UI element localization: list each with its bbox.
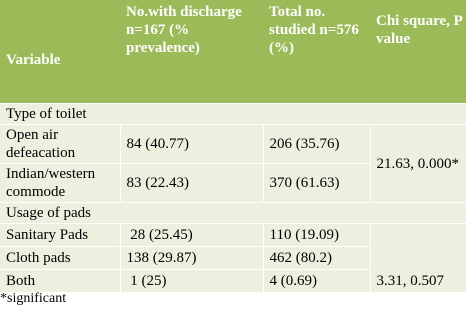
row-total: 4 (0.69) — [263, 270, 370, 293]
chi-value-pads: 3.31, 0.507 — [370, 224, 466, 293]
table-row — [0, 125, 466, 164]
footnote: *significant — [0, 291, 67, 306]
header-row — [0, 0, 466, 104]
header-variable: Variable — [0, 0, 120, 104]
row-total: 462 (80.2) — [263, 247, 370, 270]
row-total: 370 (61.63) — [263, 164, 370, 203]
row-discharge: 28 (25.45) — [120, 224, 263, 247]
row-total: 110 (19.09) — [263, 224, 370, 247]
row-label: Cloth pads — [0, 247, 120, 270]
row-label: Sanitary Pads — [0, 224, 120, 247]
section-row-pads — [0, 203, 466, 224]
row-discharge: 1 (25) — [120, 270, 263, 293]
row-discharge: 83 (22.43) — [120, 164, 263, 203]
section-title-pads: Usage of pads — [0, 203, 466, 224]
row-discharge: 138 (29.87) — [120, 247, 263, 270]
table-row — [0, 224, 466, 247]
header-discharge: No.with discharge n=167 (% prevalence) — [120, 0, 263, 104]
section-row-toilet — [0, 104, 466, 125]
row-label: Open air defeacation — [0, 125, 120, 164]
header-chi-square: Chi square, P value — [370, 0, 466, 104]
row-label: Indian/western commode — [0, 164, 120, 203]
section-title-toilet: Type of toilet — [0, 104, 466, 125]
row-total: 206 (35.76) — [263, 125, 370, 164]
row-discharge: 84 (40.77) — [120, 125, 263, 164]
header-total: Total no. studied n=576 (%) — [263, 0, 370, 104]
row-label: Both — [0, 270, 120, 293]
chi-value-toilet: 21.63, 0.000* — [370, 125, 466, 203]
